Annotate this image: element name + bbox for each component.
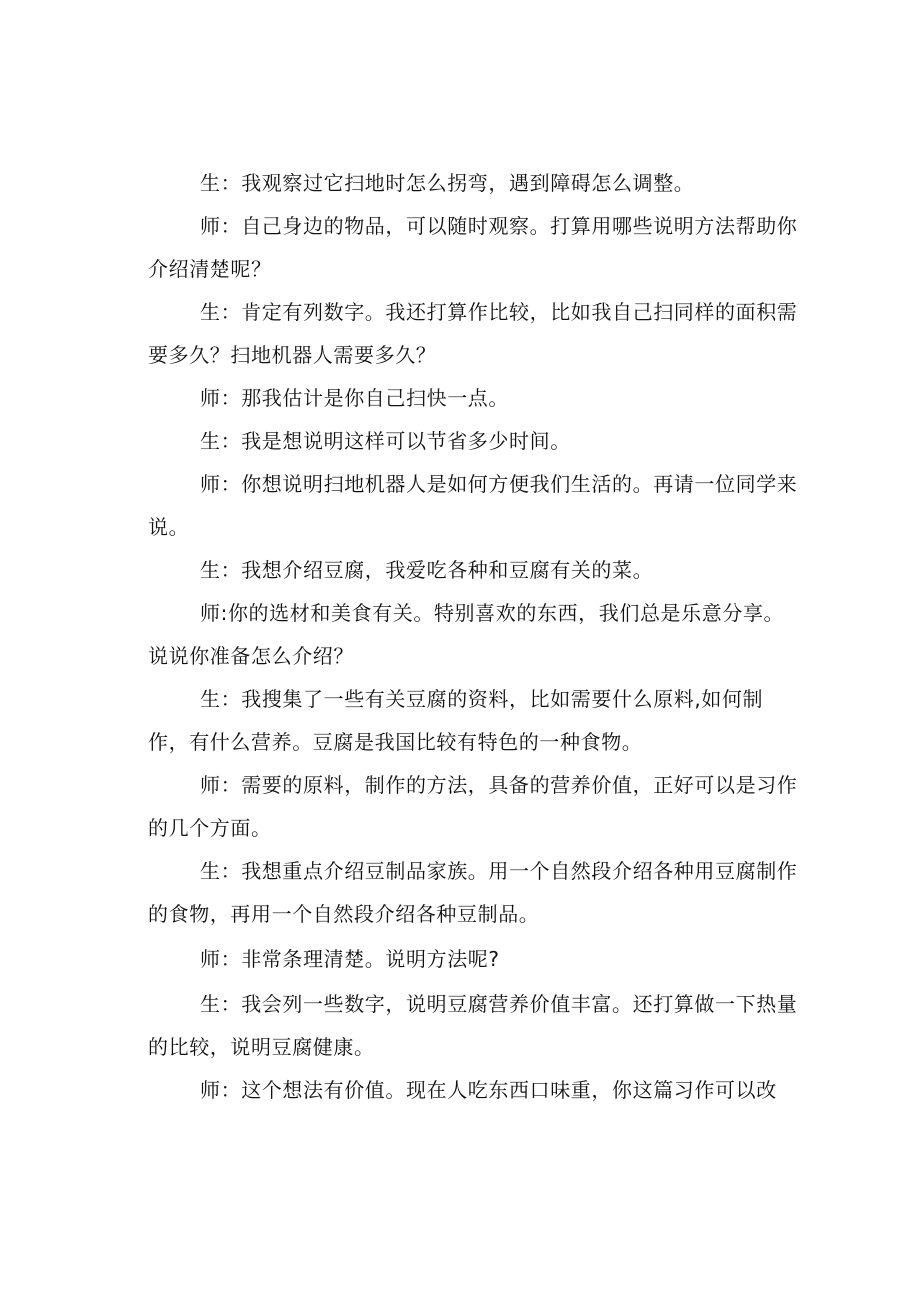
paragraph: 师：非常条理清楚。说明方法呢? (200, 947, 500, 971)
paragraph: 师：需要的原料，制作的方法，具备的营养价值，正好可以是习作的几个方面。 (148, 773, 798, 840)
paragraph: 生：我是想说明这样可以节省多少时间。 (200, 429, 571, 453)
paragraph: 师:你的选材和美食有关。特别喜欢的东西，我们总是乐意分享。说说你准备怎么介绍？ (148, 601, 785, 668)
paragraph: 师：你想说明扫地机器人是如何方便我们生活的。再请一位同学来说。 (148, 472, 798, 539)
paragraph: 生：肯定有列数字。我还打算作比较，比如我自己扫同样的面积需要多久？扫地机器人需要多久？ (148, 300, 798, 367)
paragraph: 生：我想介绍豆腐，我爱吃各种和豆腐有关的菜。 (200, 558, 654, 582)
paragraph: 生：我想重点介绍豆制品家族。用一个自然段介绍各种用豆腐制作的食物，再用一个自然段介绍各种豆制品。 (148, 859, 798, 926)
dialogue-text (148, 162, 800, 1112)
paragraph: 师：自己身边的物品，可以随时观察。打算用哪些说明方法帮助你介绍清楚呢？ (148, 214, 798, 281)
paragraph: 师：这个想法有价值。现在人吃东西口味重，你这篇习作可以改 (200, 1078, 777, 1102)
paragraph: 师：那我估计是你自己扫快一点。 (200, 386, 509, 410)
paragraph: 生：我观察过它扫地时怎么拐弯，遇到障碍怎么调整。 (200, 171, 695, 195)
paragraph: 生：我会列一些数字，说明豆腐营养价值丰富。还打算做一下热量的比较，说明豆腐健康。 (148, 992, 798, 1059)
paragraph: 生：我搜集了一些有关豆腐的资料，比如需要什么原料,如何制作，有什么营养。豆腐是我国比较有特色的一种食物。 (148, 687, 764, 754)
